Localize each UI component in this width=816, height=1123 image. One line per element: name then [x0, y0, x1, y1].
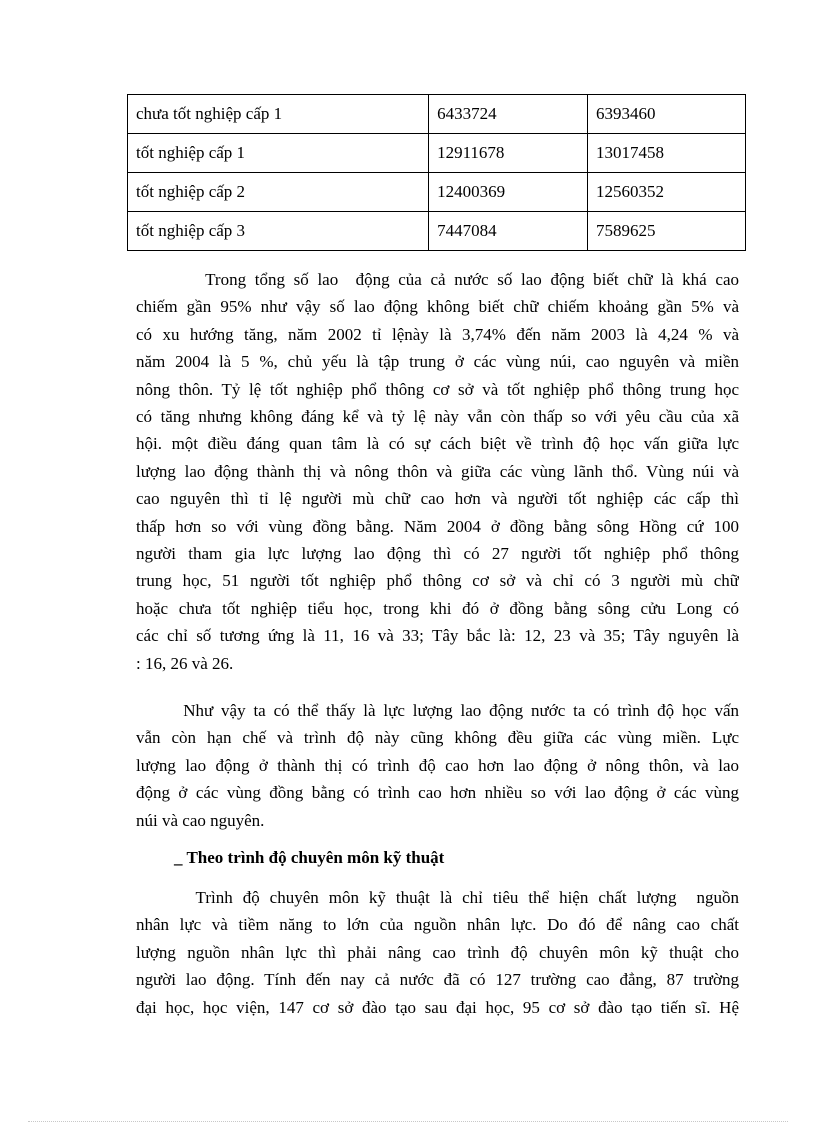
text-line: lượng lao động thành thị và nông thôn và giữa các vùng lãnh thổ. Vùng núi và — [136, 461, 739, 481]
text-line: hội. một điều đáng quan tâm là có sự cách biệt về trình độ học vấn giữa lực — [136, 434, 739, 454]
text-line: cao nguyên thì tỉ lệ người mù chữ cao hơn và người tốt nghiệp các cấp thì — [136, 489, 739, 509]
table-cell-label: chưa tốt nghiệp cấp 1 — [128, 95, 429, 134]
text-line: động ở các vùng đồng bằng có trình cao hơn nhiều so với lao động ở các vùng — [136, 783, 739, 803]
text-line: Trong tổng số lao động của cả nước số lao động biết chữ là khá cao — [136, 270, 739, 289]
text-line: người tham gia lực lượng lao động thì có 27 người tốt nghiệp phổ thông — [136, 544, 739, 564]
text-line: lượng nguồn nhân lực thì phải nâng cao trình độ chuyên môn kỹ thuật cho — [136, 942, 739, 962]
table-row — [128, 212, 746, 251]
text-line: hoặc chưa tốt nghiệp tiểu học, trong khi đó ở đồng bằng sông cửu Long có — [136, 598, 739, 618]
table-cell-value: 6393460 — [588, 95, 746, 134]
table-cell-value: 13017458 — [588, 134, 746, 173]
table-cell-value: 12560352 — [588, 173, 746, 212]
text-line: Trình độ chuyên môn kỹ thuật là chỉ tiêu thể hiện chất lượng nguồn — [136, 888, 739, 907]
text-line: lượng lao động ở thành thị có trình độ cao hơn lao động ở nông thôn, và lao — [136, 755, 739, 775]
text-line: đại học, học viện, 147 cơ sở đào tạo sau đại học, 95 cơ sở đào tạo tiến sĩ. Hệ — [136, 997, 739, 1017]
text-line: Như vậy ta có thể thấy là lực lượng lao động nước ta có trình độ học vấn — [136, 701, 739, 720]
text-line: chiếm gần 95% như vậy số lao động không biết chữ chiếm khoảng gần 5% và — [136, 297, 739, 317]
text-line: núi và cao nguyên. — [136, 810, 265, 830]
table-cell-label: tốt nghiệp cấp 1 — [128, 134, 429, 173]
table-cell-label: tốt nghiệp cấp 3 — [128, 212, 429, 251]
page-bottom-rule — [28, 1121, 788, 1122]
text-line: năm 2004 là 5 %, chủ yếu là tập trung ở các vùng núi, cao nguyên và miền — [136, 352, 739, 372]
text-line: người lao động. Tính đến nay cả nước đã có 127 trường cao đẳng, 87 trường — [136, 970, 739, 990]
table-cell-value: 12400369 — [429, 173, 588, 212]
table-cell-value: 7589625 — [588, 212, 746, 251]
education-level-table — [127, 94, 746, 251]
table-cell-value: 6433724 — [429, 95, 588, 134]
section-heading: _ Theo trình độ chuyên môn kỹ thuật — [174, 848, 445, 867]
table-row — [128, 134, 746, 173]
table-cell-value: 12911678 — [429, 134, 588, 173]
text-line: có tăng nhưng không đáng kể và tỷ lệ này vẫn còn thấp so với yêu cầu của xã — [136, 407, 739, 427]
table-cell-label: tốt nghiệp cấp 2 — [128, 173, 429, 212]
paragraph-summary — [136, 697, 739, 834]
table-row — [128, 95, 746, 134]
text-line: các chỉ số tương ứng là 11, 16 và 33; Tây bắc là: 12, 23 và 35; Tây nguyên là — [136, 626, 739, 646]
text-line: nông thôn. Tỷ lệ tốt nghiệp phổ thông cơ sở và tốt nghiệp phổ thông trung học — [136, 379, 739, 399]
text-line: trung học, 51 người tốt nghiệp phổ thông cơ sở và chỉ có 3 người mù chữ — [136, 571, 739, 591]
paragraph-literacy — [136, 266, 739, 677]
text-line: : 16, 26 và 26. — [136, 653, 234, 673]
text-line: nhân lực và tiềm năng to lớn của nguồn nhân lực. Do đó để nâng cao chất — [136, 915, 739, 935]
table-cell-value: 7447084 — [429, 212, 588, 251]
text-line: thấp hơn so với vùng đồng bằng. Năm 2004 ở đồng bằng sông Hồng cứ 100 — [136, 516, 739, 536]
text-line: vẫn còn hạn chế và trình độ này cũng không đều giữa các vùng miền. Lực — [136, 728, 739, 748]
text-line: có xu hướng tăng, năm 2002 tỉ lệnày là 3,74% đến năm 2003 là 4,24 % và — [136, 324, 739, 344]
table-row — [128, 173, 746, 212]
paragraph-technical — [136, 884, 739, 1021]
